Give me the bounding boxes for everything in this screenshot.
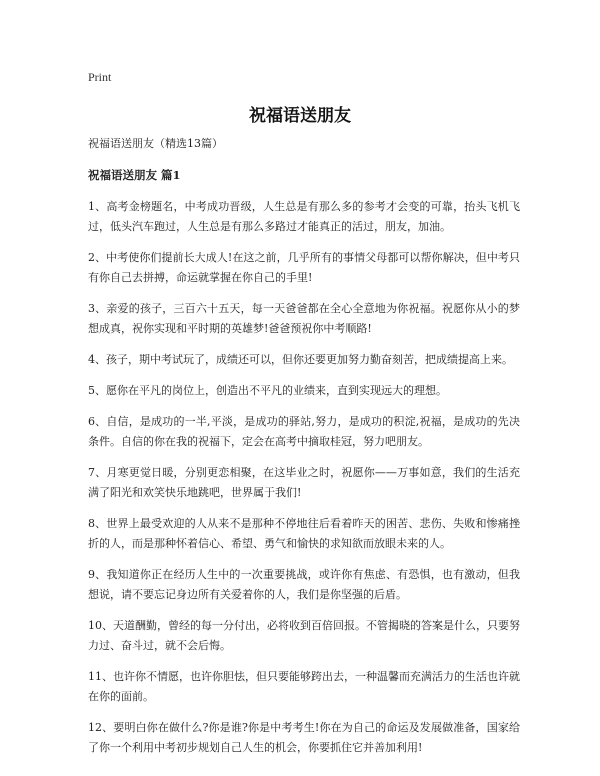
page-title: 祝福语送朋友 xyxy=(249,106,351,126)
paragraph: 12、要明白你在做什么?你是谁?你是中考考生!你在为自己的命运及发展做准备，国家给了你一个利用中考初步规划自己人生的机会，你要抓住它并善加利用! xyxy=(88,721,520,754)
paragraph: 8、世界上最受欢迎的人从来不是那种不停地往后看着昨天的困苦、悲伤、失败和惨痛挫折的人，而是那种怀着信心、希望、勇气和愉快的求知欲而放眼未来的人。 xyxy=(88,517,520,550)
paragraph: 10、天道酬勤，曾经的每一分付出，必将收到百倍回报。不管揭晓的答案是什么，只要努力过、奋斗过，就不会后悔。 xyxy=(88,619,520,652)
document-subtitle: 祝福语送朋友（精选13篇） xyxy=(88,137,223,150)
document-body xyxy=(88,134,520,769)
paragraph: 1、高考金榜题名，中考成功晋级，人生总是有那么多的参考才会变的可靠，抬头飞机飞过，低头汽车跑过，人生总是有那么多路过才能真正的活过，朋友，加油。 xyxy=(88,200,520,233)
paragraph: 4、孩子，期中考试玩了，成绩还可以，但你还要更加努力勤奋刻苦，把成绩提高上来。 xyxy=(88,353,513,366)
section-heading: 祝福语送朋友 篇1 xyxy=(88,168,181,182)
paragraph: 11、也许你不情愿，也许你胆怯，但只要能够跨出去，一种温馨而充满活力的生活也许就在你的面前。 xyxy=(88,670,520,703)
print-link[interactable]: Print xyxy=(88,70,112,84)
paragraph: 7、月寒更觉日暖，分别更恋相聚，在这毕业之时，祝愿你——万事如意，我们的生活充满了阳光和欢笑快乐地跳吧，世界属于我们! xyxy=(88,466,520,499)
paragraph: 9、我知道你正在经历人生中的一次重要挑战，或许你有焦虑、有恐惧，也有激动，但我想说，请不要忘记身边所有关爱着你的人，我们是你坚强的后盾。 xyxy=(88,568,520,601)
paragraph: 5、愿你在平凡的岗位上，创造出不平凡的业绩来，直到实现远大的理想。 xyxy=(88,384,447,397)
paragraph: 3、亲爱的孩子，三百六十五天，每一天爸爸都在全心全意地为你祝福。祝愿你从小的梦想成真，祝你实现和平时期的英雄梦!爸爸预祝你中考顺路! xyxy=(88,302,520,335)
paragraph: 6、自信，是成功的一半,平淡，是成功的驿站,努力，是成功的积淀,祝福，是成功的先决条件。自信的你在我的祝福下，定会在高考中摘取桂冠，努力吧朋友。 xyxy=(88,415,520,448)
paragraph: 2、中考使你们提前长大成人!在这之前，几乎所有的事情父母都可以帮你解决，但中考只有你自己去拼搏，命运就掌握在你自己的手里! xyxy=(88,251,520,284)
